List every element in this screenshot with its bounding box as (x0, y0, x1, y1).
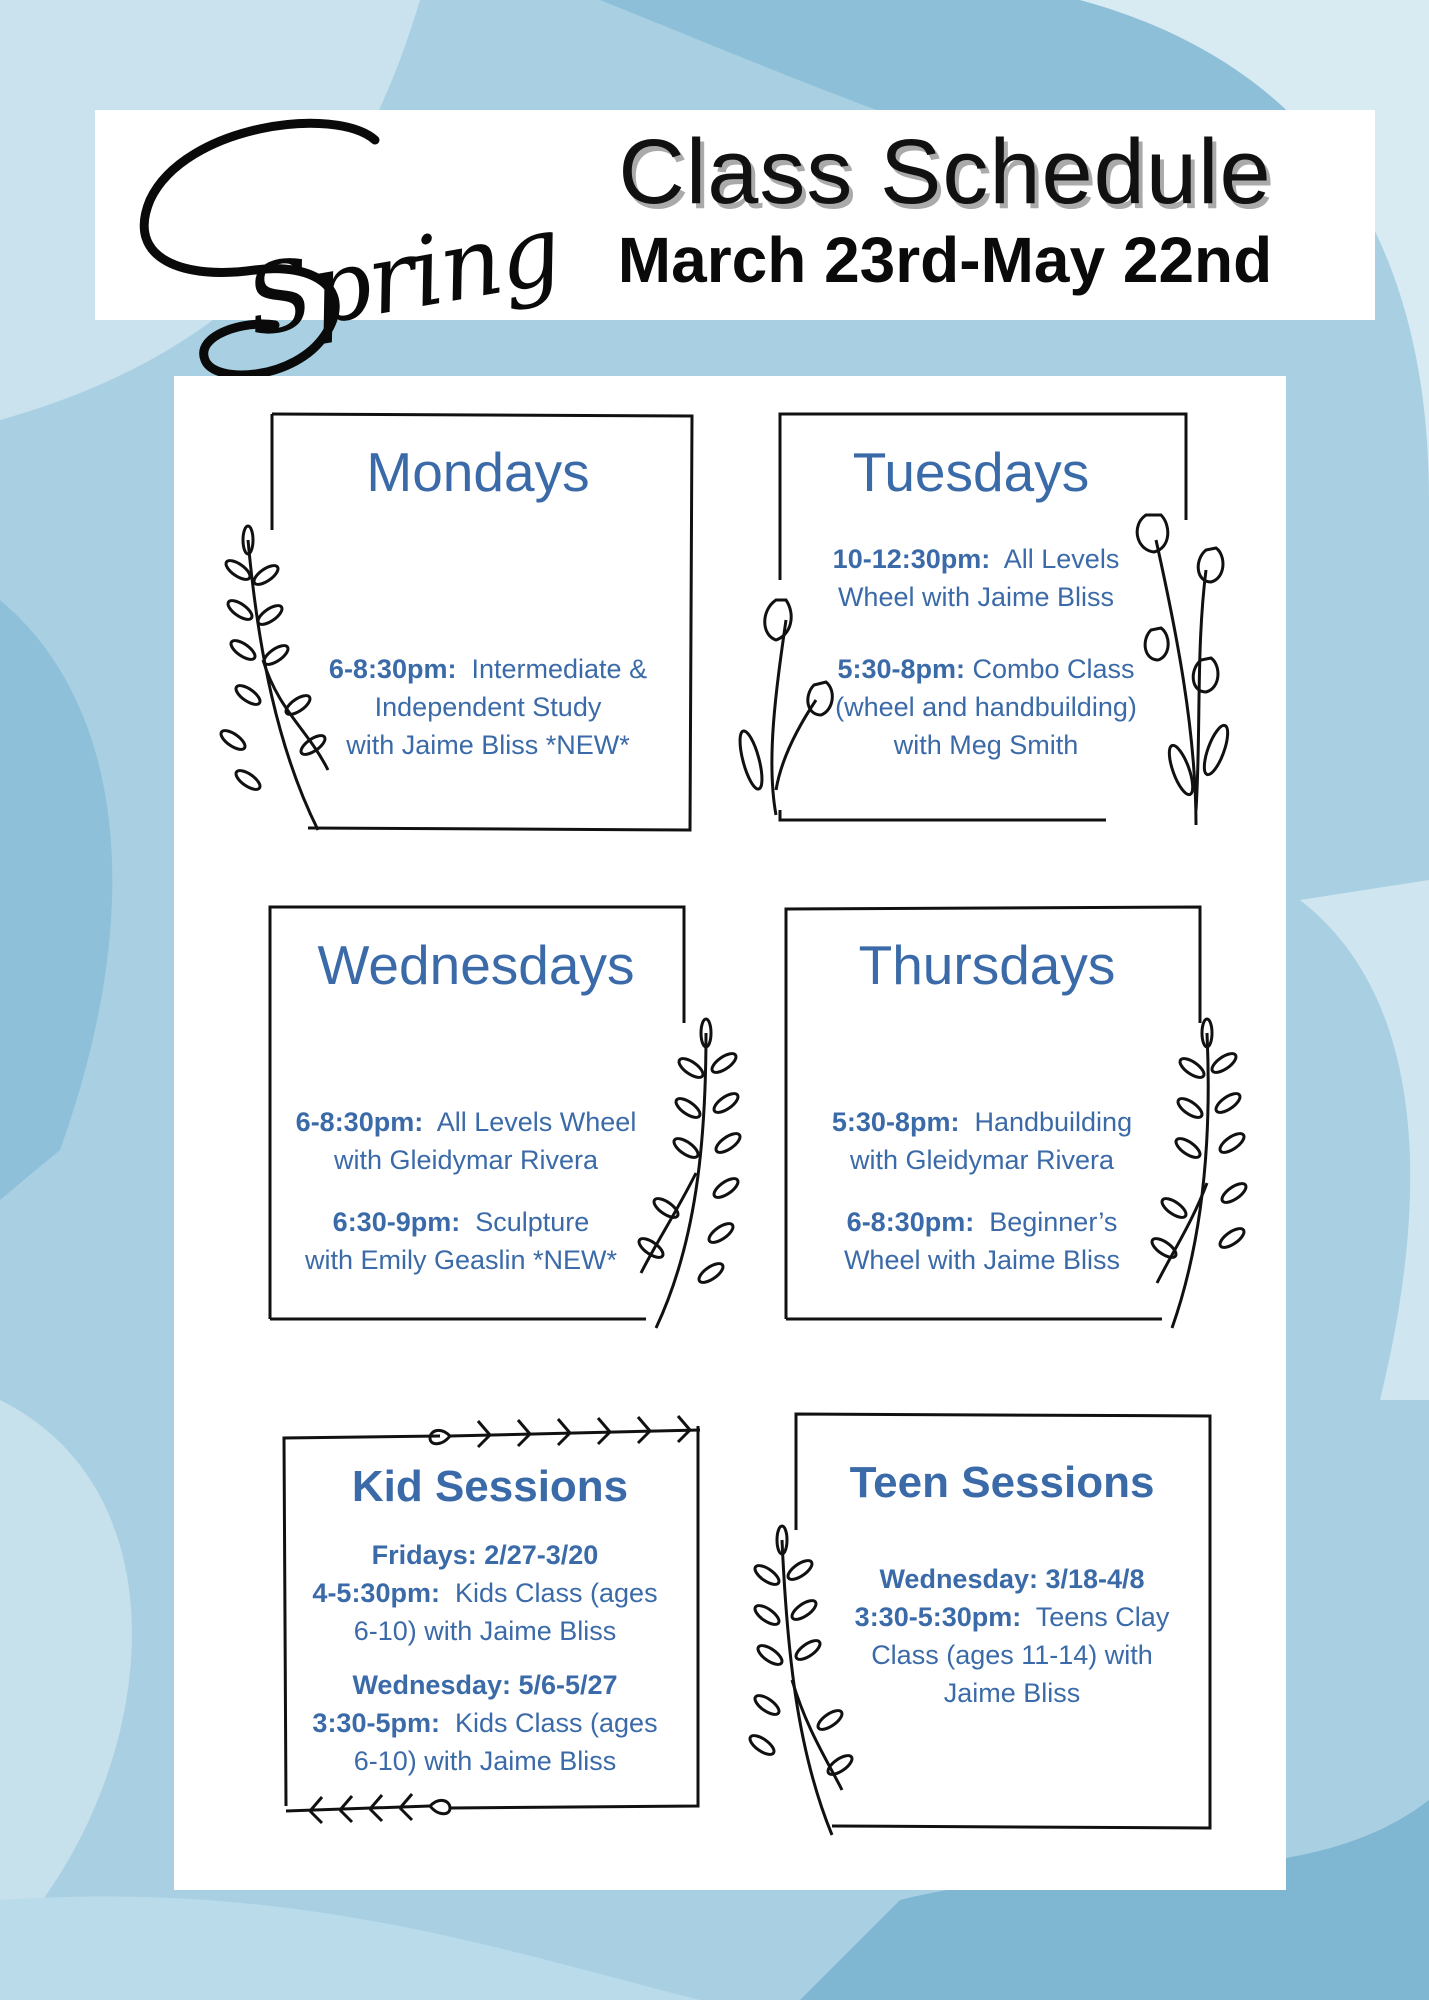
entry-text: Handbuilding (974, 1107, 1133, 1137)
entry-text: Wheel with Jaime Bliss (837, 582, 1115, 612)
entry-text: Wheel with Jaime Bliss (843, 1245, 1121, 1275)
wednesdays-entry-1 (266, 1103, 666, 1179)
spring-script-word: Spring (237, 193, 568, 359)
teen-sessions-card (792, 1410, 1212, 1830)
entry-time: 4-5:30pm: (312, 1578, 440, 1608)
entry-text: with Gleidymar Rivera (333, 1145, 599, 1175)
entry-dates: Wednesday: 5/6-5/27 (352, 1670, 618, 1700)
entry-text: 6-10) with Jaime Bliss (353, 1616, 617, 1646)
wednesdays-card (266, 903, 686, 1323)
entry-text: with Gleidymar Rivera (849, 1145, 1115, 1175)
entry-time: 5:30-8pm: (837, 654, 965, 684)
thursdays-entry-2 (782, 1203, 1182, 1279)
entry-dates: Fridays: 2/27-3/20 (371, 1540, 599, 1570)
entry-text: Teens Clay (1035, 1602, 1170, 1632)
entry-text: Kids Class (ages (454, 1708, 658, 1738)
entry-text: Jaime Bliss (943, 1678, 1081, 1708)
entry-time: 6-8:30pm: (295, 1107, 424, 1137)
entry-text: with Meg Smith (893, 730, 1079, 760)
entry-text: Independent Study (374, 692, 602, 722)
entry-time: 5:30-8pm: (831, 1107, 960, 1137)
mondays-card (268, 410, 694, 832)
teen-sessions-heading: Teen Sessions (849, 1458, 1155, 1507)
header-banner (95, 110, 1375, 359)
schedule-panel (174, 376, 1286, 1890)
wednesdays-entry-2 (266, 1203, 656, 1279)
thursdays-entry-1 (782, 1103, 1182, 1179)
entry-text: Kids Class (ages (454, 1578, 658, 1608)
entry-text: with Emily Geaslin *NEW* (304, 1245, 618, 1275)
entry-text: with Jaime Bliss *NEW* (346, 730, 630, 760)
tuesdays-card (776, 410, 1196, 832)
flower-sprig-icon (1126, 510, 1236, 830)
leaf-sprig-icon (636, 1023, 756, 1333)
mondays-heading: Mondays (366, 441, 590, 503)
entry-text: Class (ages 11-14) with (871, 1640, 1153, 1670)
kid-sessions-entry-1 (280, 1536, 690, 1650)
entry-time: 6:30-9pm: (332, 1207, 461, 1237)
tuesdays-heading: Tuesdays (852, 441, 1090, 503)
entry-time: 3:30-5:30pm: (854, 1602, 1022, 1632)
entry-text: All Levels Wheel (436, 1107, 637, 1137)
entry-text: Intermediate & (471, 654, 648, 684)
entry-time: 6-8:30pm: (328, 654, 457, 684)
date-range: March 23rd-May 22nd (617, 224, 1273, 296)
thursdays-heading: Thursdays (858, 934, 1116, 996)
wednesdays-heading: Wednesdays (317, 934, 635, 996)
kid-sessions-entry-2 (280, 1666, 690, 1780)
page-title: Class Schedule (618, 121, 1272, 223)
leaf-sprig-icon (742, 1530, 852, 1840)
entry-text: Sculpture (475, 1207, 590, 1237)
kid-sessions-card (280, 1406, 700, 1826)
thursdays-card (782, 903, 1202, 1323)
kid-sessions-heading: Kid Sessions (351, 1462, 629, 1511)
tuesdays-entry-1 (776, 540, 1176, 616)
entry-time: 6-8:30pm: (846, 1207, 975, 1237)
entry-time: 3:30-5pm: (312, 1708, 440, 1738)
leaf-sprig-icon (218, 530, 338, 840)
entry-text: All Levels (1003, 544, 1120, 574)
entry-text: Beginner’s (989, 1207, 1118, 1237)
teen-sessions-entry-1 (812, 1560, 1212, 1712)
flower-sprig-icon (736, 590, 836, 820)
entry-text: Combo Class (972, 654, 1135, 684)
leaf-sprig-icon (1152, 1023, 1262, 1333)
entry-text: (wheel and handbuilding) (835, 692, 1137, 722)
entry-text: 6-10) with Jaime Bliss (353, 1746, 617, 1776)
mondays-entry-1 (298, 650, 678, 764)
entry-time: 10-12:30pm: (832, 544, 991, 574)
entry-dates: Wednesday: 3/18-4/8 (879, 1564, 1145, 1594)
